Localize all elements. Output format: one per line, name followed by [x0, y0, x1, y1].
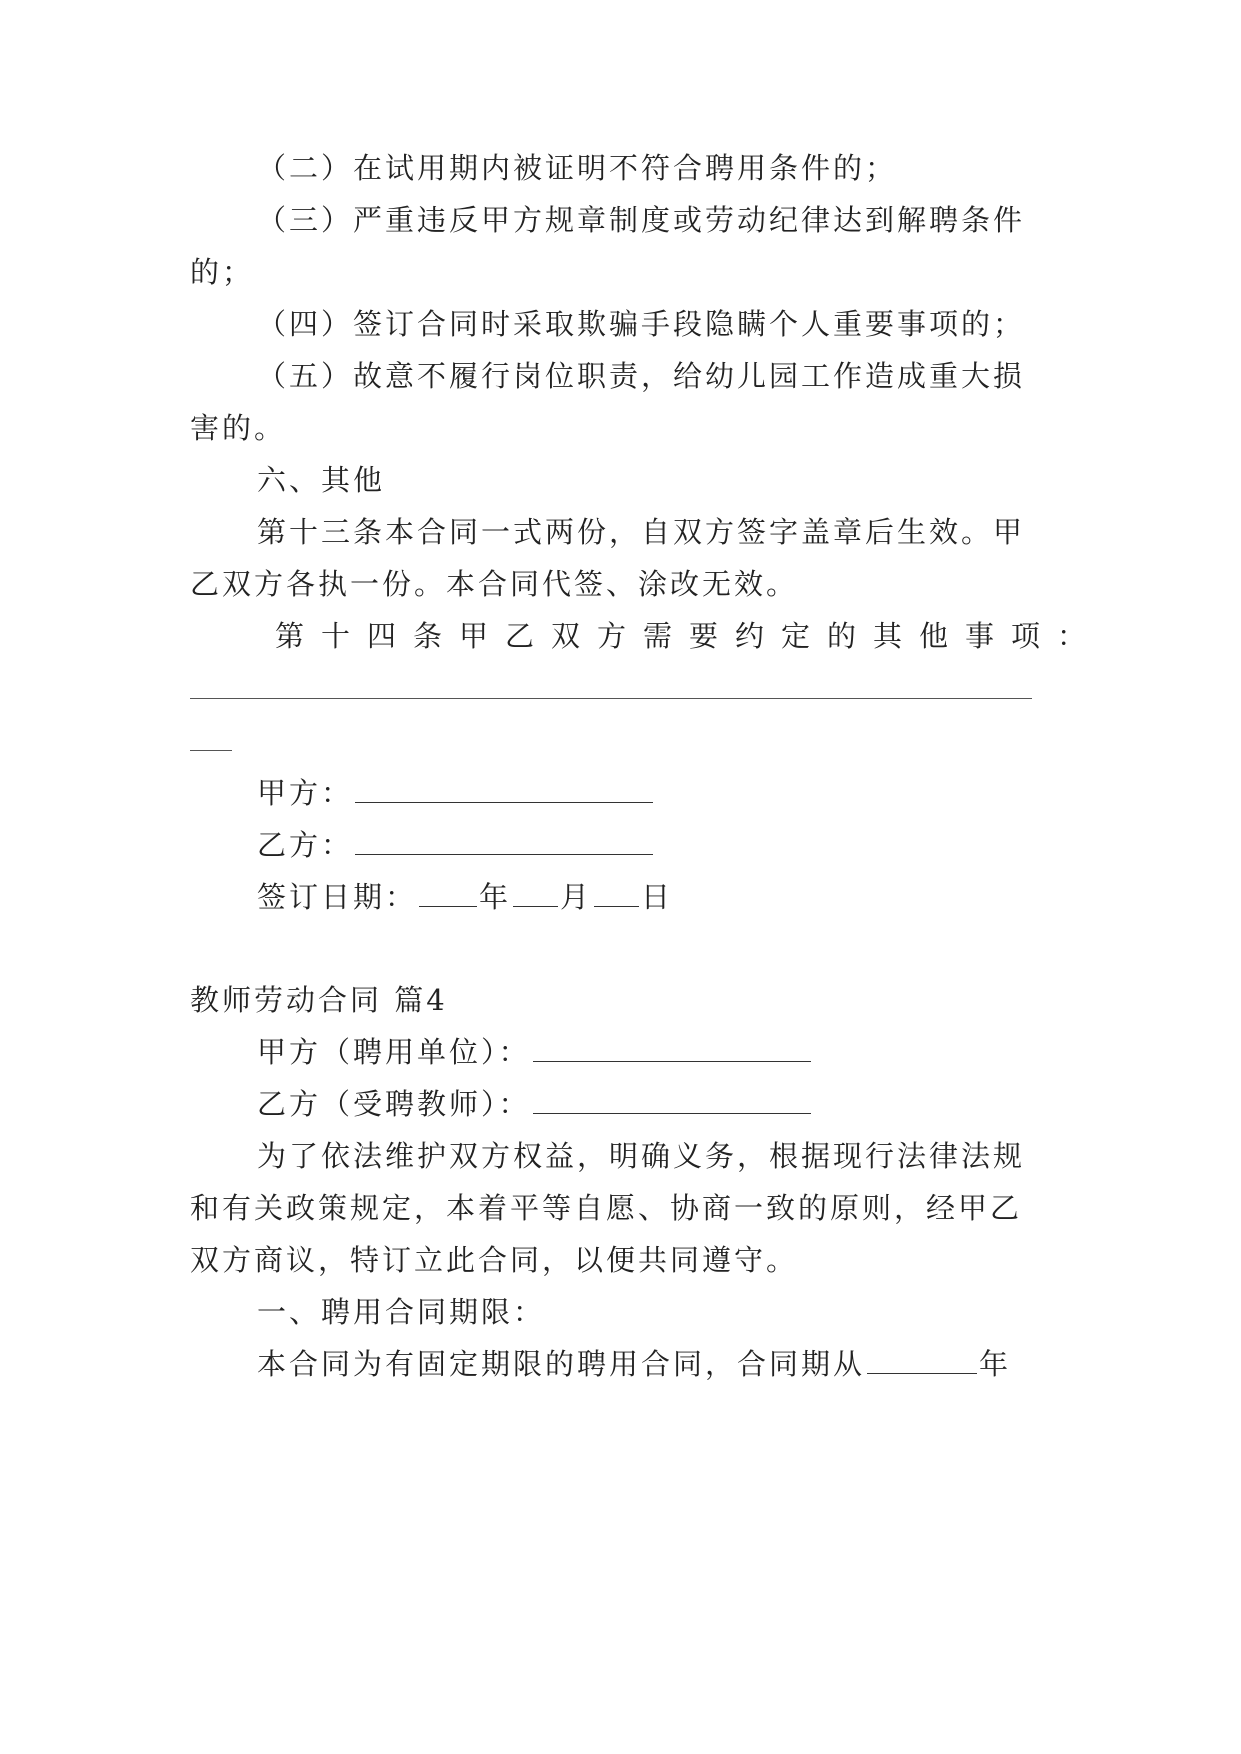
- clause-item-2: （二）在试用期内被证明不符合聘用条件的；: [257, 151, 898, 185]
- clause-item-4: （四）签订合同时采取欺骗手段隐瞒个人重要事项的；: [257, 307, 1026, 341]
- teacher-label: 乙方（受聘教师）：: [257, 1087, 531, 1121]
- party-a-label: 甲方：: [257, 776, 354, 810]
- intro-paragraph-line-1: 为了依法维护双方权益，明确义务，根据现行法律法规: [257, 1139, 1026, 1173]
- fill-in-line-end: [190, 750, 232, 751]
- intro-paragraph-line-2: 和有关政策规定，本着平等自愿、协商一致的原则，经甲乙: [190, 1191, 1023, 1225]
- day-blank: [594, 878, 639, 907]
- year-blank: [419, 878, 477, 907]
- signature-date: [257, 877, 1050, 917]
- year-label: 年: [479, 880, 512, 914]
- clause-item-3-cont: 的；: [190, 255, 255, 289]
- party-a-blank: [355, 774, 653, 803]
- clause-item-3: （三）严重违反甲方规章制度或劳动纪律达到解聘条件: [257, 203, 1026, 237]
- party-b-label: 乙方：: [257, 828, 354, 862]
- month-label: 月: [560, 880, 593, 914]
- term-year-blank: [867, 1345, 977, 1374]
- employer-line: [257, 1032, 1050, 1072]
- teacher-line: [257, 1084, 1050, 1124]
- signature-party-a: [257, 773, 1050, 813]
- contract-term-line: [257, 1344, 1050, 1384]
- contract-term-heading: 一、聘用合同期限：: [257, 1295, 546, 1329]
- party-b-blank: [355, 826, 653, 855]
- employer-blank: [533, 1033, 811, 1062]
- employer-label: 甲方（聘用单位）：: [257, 1035, 531, 1069]
- article-13: 第十三条本合同一式两份，自双方签字盖章后生效。甲: [257, 515, 1026, 549]
- intro-paragraph-line-3: 双方商议，特订立此合同，以便共同遵守。: [190, 1243, 799, 1277]
- fill-in-line: [190, 698, 1032, 699]
- article-13-cont: 乙双方各执一份。本合同代签、涂改无效。: [190, 567, 799, 601]
- term-text: 本合同为有固定期限的聘用合同，合同期从: [257, 1347, 866, 1381]
- term-year-label: 年: [979, 1347, 1012, 1381]
- section-heading-part-4: 教师劳动合同 篇4: [190, 983, 448, 1017]
- clause-item-5: （五）故意不履行岗位职责，给幼儿园工作造成重大损: [257, 359, 1026, 393]
- signature-party-b: [257, 825, 1050, 865]
- teacher-blank: [533, 1085, 811, 1114]
- article-14: 第十四条甲乙双方需要约定的其他事项：: [275, 619, 1104, 653]
- month-blank: [513, 878, 558, 907]
- date-label: 签订日期：: [257, 880, 418, 914]
- section-heading-other: 六、其他: [257, 463, 386, 497]
- day-label: 日: [641, 880, 674, 914]
- clause-item-5-cont: 害的。: [190, 411, 287, 445]
